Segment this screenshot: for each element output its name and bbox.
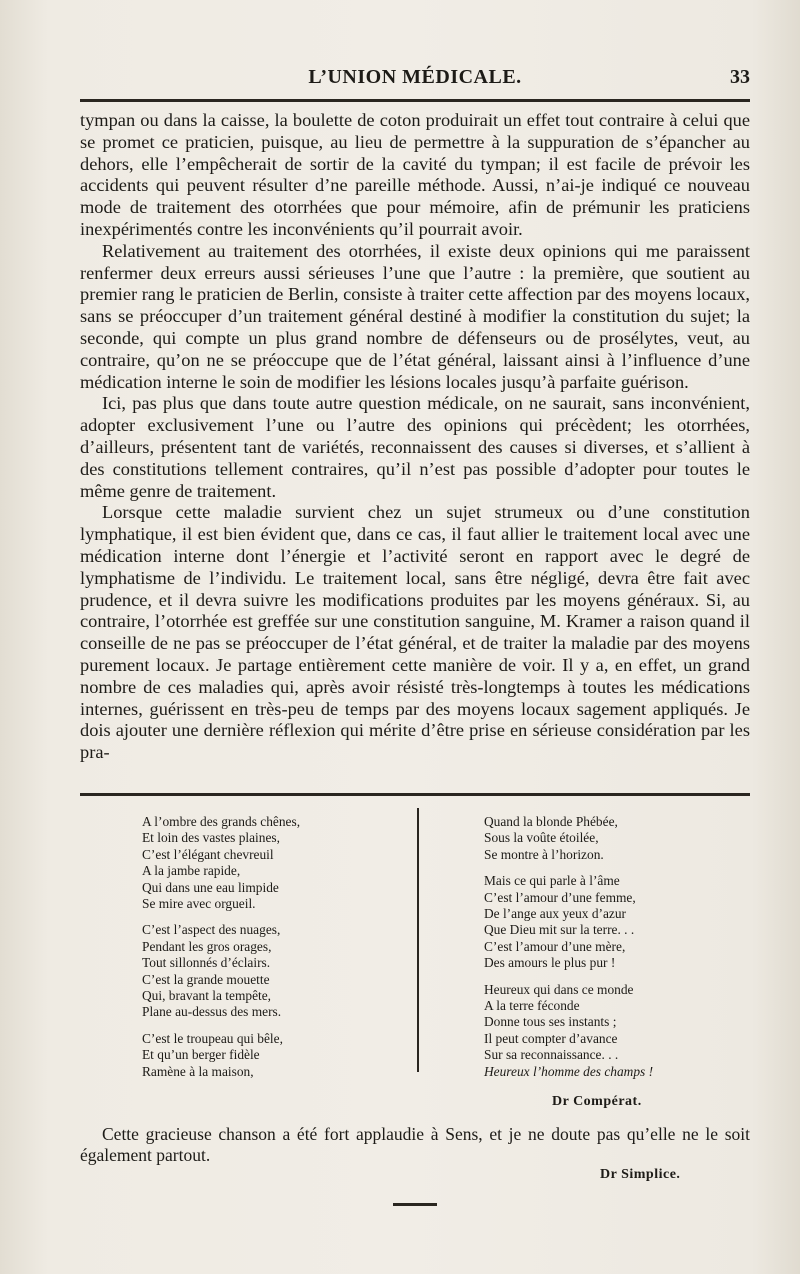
poem-left-column [142,814,402,1090]
poem-line: Se mire avec orgueil. [142,896,256,912]
poem-line: Qui, bravant la tempête, [142,988,272,1004]
poem-line: C’est le troupeau qui bêle, [142,1030,283,1046]
poem-line: Sous la voûte étoilée, [484,830,599,846]
poem-stanza [484,982,744,1080]
poem-line: Que Dieu mit sur la terre. . . [484,922,635,938]
poem-line: C’est la grande mouette [142,971,270,987]
poem-line: Tout sillonnés d’éclairs. [142,955,271,971]
poem-stanza [484,873,744,971]
poem-stanza [142,1031,402,1080]
poem-line: Donne tous ses instants ; [484,1014,617,1030]
author-signature: Dr Simplice. [600,1167,681,1182]
poem-line: Heureux qui dans ce monde [484,981,634,997]
poem-line: Sur sa reconnaissance. . . [484,1047,619,1063]
poem-line: C’est l’élégant chevreuil [142,846,274,862]
poem-line: C’est l’amour d’une mère, [484,938,626,954]
article-paragraph: tympan ou dans la caisse, la boulette de coton produirait un effet tout contraire à celui que se promet ce praticien, puisque, au lieu de permettre à la suppuration de s’épancher au dehors, elle l’empêcherait de sortir de la cavité du tympan; il est facile de prévoir les accidents qui peuvent résulter d’ne pareille méthode. Aussi, n’ai-je indiqué ce nouveau mode de traitement des otorrhées que pour mémoire, afin de prémunir les praticiens inexpérimentés contre les inconvénients qu’il pourrait avoir. [80,110,750,239]
poem-line: Et loin des vastes plaines, [142,830,280,846]
section-rule [80,793,750,796]
page-number: 33 [730,66,750,88]
running-title: L’UNION MÉDICALE. [308,66,522,88]
poem-line: C’est l’aspect des nuages, [142,922,281,938]
poem-stanza [484,814,744,863]
poem-line: Il peut compter d’avance [484,1030,618,1046]
poem-closing-line: Heureux l’homme des champs ! [484,1063,654,1079]
poem-line: Plane au-dessus des mers. [142,1004,282,1020]
poem-line: Et qu’un berger fidèle [142,1047,260,1063]
poem-line: A l’ombre des grands chênes, [142,814,301,829]
column-divider [417,808,419,1072]
poem-stanza [142,814,402,912]
page-header [80,62,750,92]
poem-line: Se montre à l’horizon. [484,846,604,862]
poem-right-column [484,814,744,1090]
closing-note [80,1124,750,1166]
poem-line: A la jambe rapide, [142,863,241,879]
poem-line: De l’ange aux yeux d’azur [484,906,627,922]
poem-line: Des amours le plus pur ! [484,955,616,971]
end-rule [393,1203,437,1206]
poem-line: Pendant les gros orages, [142,938,272,954]
poem-line: Quand la blonde Phébée, [484,814,618,829]
poem-line: Ramène à la maison, [142,1063,254,1079]
header-rule [80,99,750,102]
poem-line: Qui dans une eau limpide [142,879,279,895]
poem-line: C’est l’amour d’une femme, [484,889,636,905]
poem-line: Mais ce qui parle à l’âme [484,873,620,889]
poem-signature: Dr Compérat. [552,1094,642,1109]
article-body [80,110,750,764]
poem-line: A la terre féconde [484,998,580,1014]
article-paragraph: Relativement au traitement des otorrhées, il existe deux opinions qui me paraissent renfermer deux erreurs aussi sérieuses l’une que l’autre : la première, que soutient au premier rang le praticien de Berlin, consiste à traiter cette affection par des moyens locaux, sans se préoccuper d’un traitement général destiné à modifier la constitution du sujet; la seconde, qui compte un plus grand nombre de défenseurs ou de prosélytes, veut, au contraire, qu’on ne se préoccupe que de l’état général, laissant ainsi à l’influence d’une médication interne le soin de modifier les lésions locales jusqu’à parfaite guérison. [80,240,750,392]
poem-stanza [142,922,402,1020]
closing-paragraph: Cette gracieuse chanson a été fort applaudie à Sens, et je ne doute pas qu’elle ne le soit également partout. [80,1124,750,1165]
article-paragraph: Ici, pas plus que dans toute autre question médicale, on ne saurait, sans inconvénient, adopter exclusivement l’une ou l’autre des opinions qui précèdent; les otorrhées, d’ailleurs, présentent tant de variétés, reconnaissent des causes si diverses, et s’allient à des constitutions tellement contraires, qu’il n’est pas possible d’adopter pour toutes le même genre de traitement. [80,393,750,501]
article-paragraph: Lorsque cette maladie survient chez un sujet strumeux ou d’une constitution lymphatique, il est bien évident que, dans ce cas, il faut allier le traitement local avec une médication interne dont l’énergie et l’activité seront en rapport avec le degré de lymphatisme de l’individu. Le traitement local, sans être négligé, devra être fait avec prudence, et il devra suivre les modifications produites par les moyens généraux. Si, au contraire, l’otorrhée est greffée sur une constitution sanguine, M. Kramer a raison quand il conseille de ne pas se préoccuper de l’état général, et de traiter la maladie par des moyens purement locaux. Je partage entièrement cette manière de voir. Il y a, en effet, un grand nombre de ces maladies qui, après avoir résisté très-longtemps à toutes les médications internes, guérissent en très-peu de temps par des moyens locaux sagement appliqués. Je dois ajouter une dernière réflexion qui mérite d’être prise en sérieuse considération par les pra- [80,502,750,763]
